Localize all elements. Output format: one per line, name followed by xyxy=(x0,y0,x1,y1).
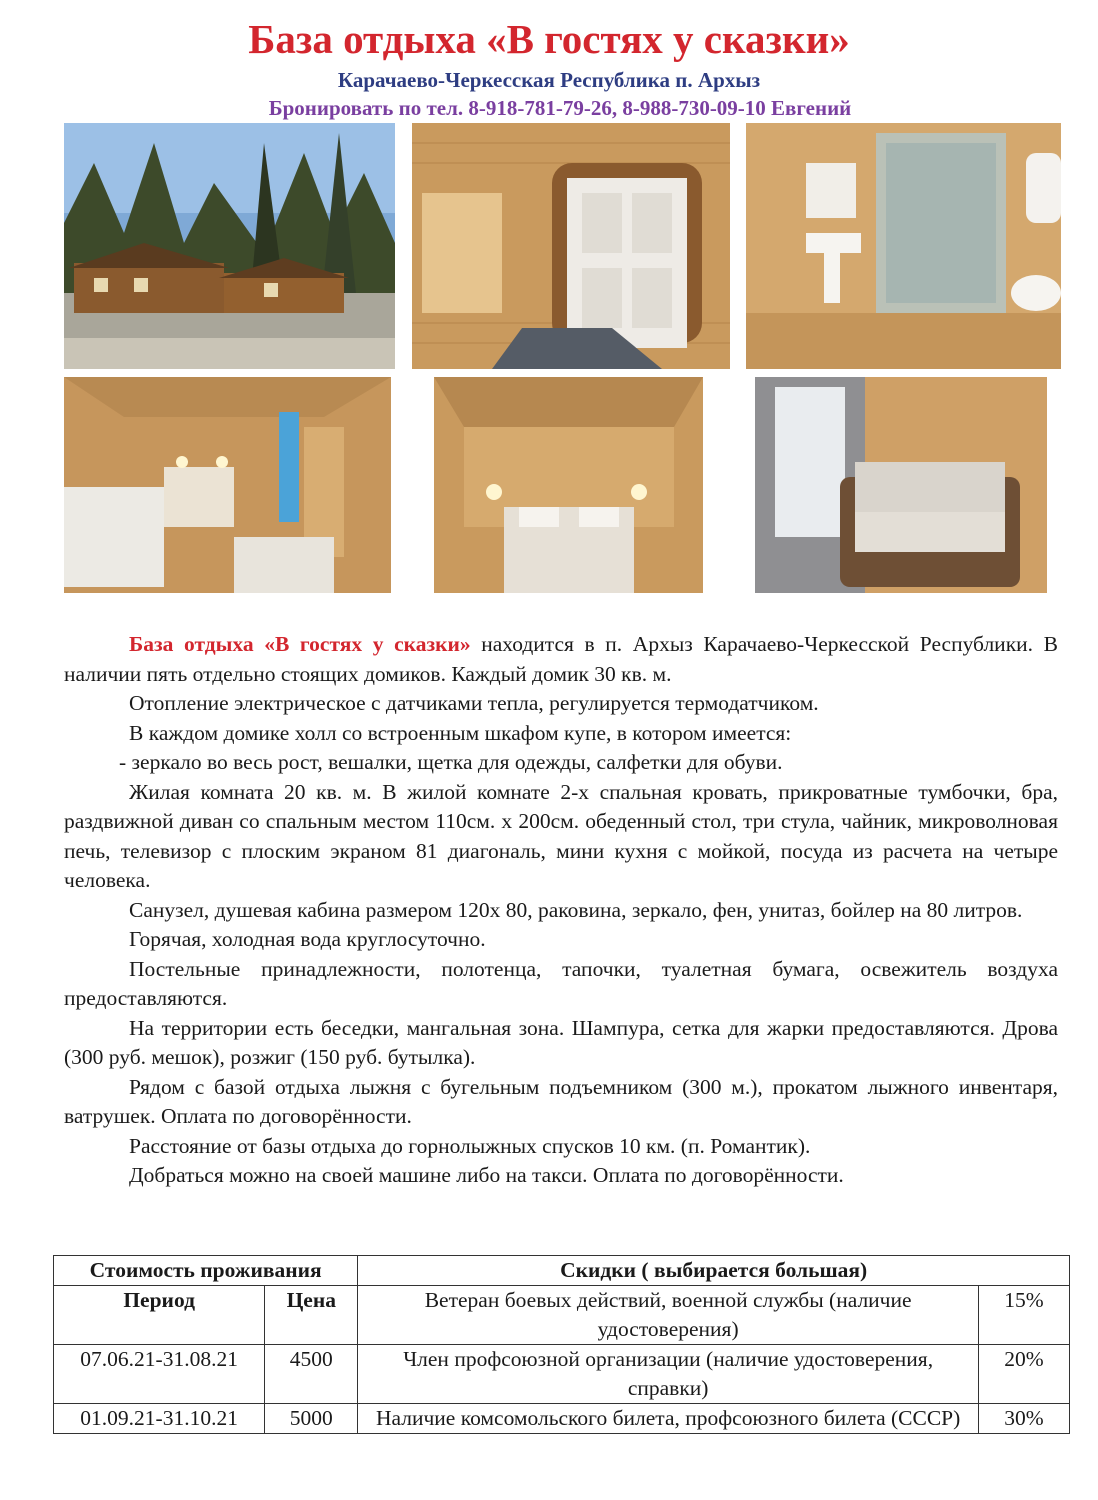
table-row xyxy=(54,1345,1070,1404)
distance-paragraph: Расстояние от базы отдыха до горнолыжных спусков 10 км. (п. Романтик). xyxy=(129,1133,811,1158)
table-header-row xyxy=(54,1256,1070,1286)
price-table xyxy=(53,1255,1070,1434)
ski-paragraph: Рядом с базой отдыха лыжня с бугельным подъемником (300 м.), прокатом лыжного инвентаря, ватрушек. Оплата по договорённости. xyxy=(64,1074,1058,1128)
linen-paragraph: Постельные принадлежности, полотенца, тапочки, туалетная бумага, освежитель воздуха предоставляются. xyxy=(64,956,1058,1010)
table-row xyxy=(54,1286,1070,1345)
discount-label: Наличие комсомольского билета, профсоюзного билета (СССР) xyxy=(358,1404,979,1434)
cost-header: Стоимость проживания xyxy=(54,1256,358,1286)
photo-living-room xyxy=(64,377,391,593)
location-subtitle: Карачаево-Черкесская Республика п. Архыз xyxy=(337,68,761,92)
price-cell: 4500 xyxy=(265,1345,358,1404)
photo-sofa xyxy=(755,377,1047,593)
page-title: База отдыха «В гостях у сказки» xyxy=(248,16,850,62)
room-paragraph: Жилая комната 20 кв. м. В жилой комнате 2-х спальная кровать, прикроватные тумбочки, бра, раздвижной диван со спальным местом 110см. х 200см. обеденный стол, три стула, чайник, микроволновая печь, телевизор с плоским экраном 81 диагональ, мини кухня с мойкой, посуда из расчета на четыре человека. xyxy=(64,779,1058,892)
hall-items: - зеркало во весь рост, вешалки, щетка для одежды, салфетки для обуви. xyxy=(119,750,783,774)
period-cell: 07.06.21-31.08.21 xyxy=(54,1345,265,1404)
intro-paragraph: База отдыха «В гостях у сказки» находится в п. Архыз Карачаево-Черкесской Республики. В наличии пять отдельно стоящих домиков. Каждый домик 30 кв. м. xyxy=(64,632,1058,686)
water-paragraph: Горячая, холодная вода круглосуточно. xyxy=(129,927,486,951)
photo-entrance xyxy=(412,123,730,369)
price-cell: 5000 xyxy=(265,1404,358,1434)
discount-value: 20% xyxy=(979,1345,1070,1404)
table-row xyxy=(54,1404,1070,1434)
base-name: База отдыха «В гостях у сказки» xyxy=(129,632,471,656)
heating-paragraph: Отопление электрическое с датчиками тепла, регулируется термодатчиком. xyxy=(129,691,819,715)
transport-paragraph: Добраться можно на своей машине либо на такси. Оплата по договорённости. xyxy=(129,1163,844,1187)
territory-paragraph: На территории есть беседки, мангальная зона. Шампура, сетка для жарки предоставляются. Дрова (300 руб. мешок), розжиг (150 руб. бутылка). xyxy=(64,1015,1058,1069)
discount-value: 30% xyxy=(979,1404,1070,1434)
booking-phone: Бронировать по тел. 8-918-781-79-26, 8-988-730-09-10 Евгений xyxy=(268,96,852,120)
hall-paragraph: В каждом домике холл со встроенным шкафом купе, в котором имеется: xyxy=(129,720,792,745)
photo-houses xyxy=(64,123,395,369)
discount-label: Ветеран боевых действий, военной службы (наличие удостоверения) xyxy=(358,1286,979,1345)
description xyxy=(64,630,1058,1191)
bathroom-paragraph: Санузел, душевая кабина размером 120х 80, раковина, зеркало, фен, унитаз, бойлер на 80 литров. xyxy=(129,897,1023,922)
discount-value: 15% xyxy=(979,1286,1070,1345)
discount-header: Скидки ( выбирается большая) xyxy=(358,1256,1070,1286)
photo-bathroom xyxy=(746,123,1061,369)
discount-label: Член профсоюзной организации (наличие удостоверения, справки) xyxy=(358,1345,979,1404)
period-header: Период xyxy=(54,1286,265,1345)
price-header: Цена xyxy=(265,1286,358,1345)
photo-bedroom xyxy=(434,377,703,593)
period-cell: 01.09.21-31.10.21 xyxy=(54,1404,265,1434)
